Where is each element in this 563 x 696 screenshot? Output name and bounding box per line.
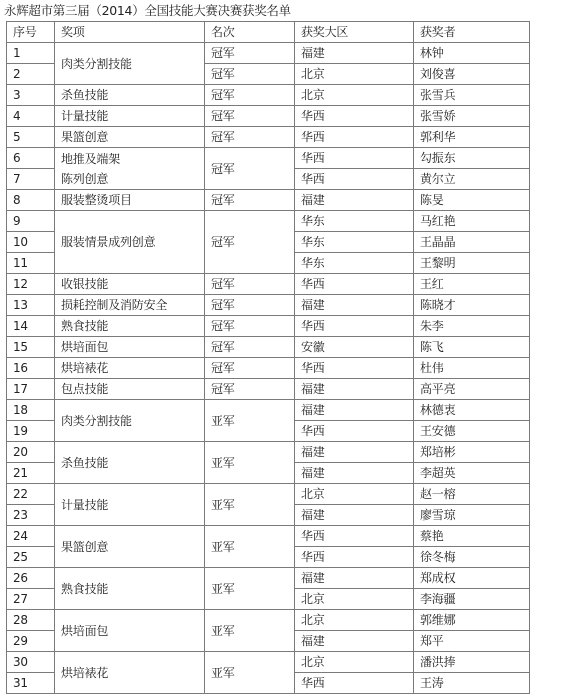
category-line: 烘培面包	[61, 623, 109, 638]
winner-cell: 黄尔立	[414, 169, 530, 190]
winner-cell: 林钟	[414, 43, 530, 64]
number-cell: 21	[7, 463, 55, 484]
number-cell: 4	[7, 106, 55, 127]
winner-cell: 赵一榕	[414, 484, 530, 505]
category-line: 肉类分割技能	[61, 56, 132, 71]
rank-cell: 亚军	[205, 526, 295, 568]
table-row	[7, 295, 530, 316]
number-cell: 14	[7, 316, 55, 337]
category-line: 杀鱼技能	[61, 455, 109, 470]
number-cell: 23	[7, 505, 55, 526]
number-cell: 5	[7, 127, 55, 148]
table-row	[7, 526, 530, 547]
rank-cell: 冠军	[205, 379, 295, 400]
rank-cell: 冠军	[205, 127, 295, 148]
number-cell: 7	[7, 169, 55, 190]
region-cell: 北京	[295, 64, 414, 85]
category-cell	[55, 652, 205, 694]
category-cell	[55, 484, 205, 526]
category-cell	[55, 568, 205, 610]
number-cell: 10	[7, 232, 55, 253]
table-row	[7, 610, 530, 631]
region-cell: 华西	[295, 673, 414, 694]
number-cell: 11	[7, 253, 55, 274]
region-cell: 华东	[295, 211, 414, 232]
category-line: 服装情景成列创意	[61, 235, 156, 249]
category-line: 烘培面包	[61, 340, 109, 354]
number-cell: 19	[7, 421, 55, 442]
table-row	[7, 400, 530, 421]
winner-cell: 郑平	[414, 631, 530, 652]
category-line: 服装整烫项目	[61, 193, 132, 207]
number-cell: 28	[7, 610, 55, 631]
header-cell-winner: 获奖者	[414, 22, 530, 43]
region-cell: 福建	[295, 400, 414, 421]
category-line: 果篮创意	[61, 130, 109, 144]
table-row	[7, 85, 530, 106]
winner-cell: 朱李	[414, 316, 530, 337]
number-cell: 2	[7, 64, 55, 85]
region-cell: 华西	[295, 316, 414, 337]
number-cell: 6	[7, 148, 55, 169]
rank-cell: 冠军	[205, 358, 295, 379]
category-cell	[55, 106, 205, 127]
winner-cell: 杜伟	[414, 358, 530, 379]
number-cell: 25	[7, 547, 55, 568]
category-cell	[55, 190, 205, 211]
winner-cell: 马红艳	[414, 211, 530, 232]
table-row	[7, 568, 530, 589]
region-cell: 北京	[295, 589, 414, 610]
region-cell: 福建	[295, 43, 414, 64]
header-cell-rank: 名次	[205, 22, 295, 43]
number-cell: 30	[7, 652, 55, 673]
region-cell: 福建	[295, 442, 414, 463]
region-cell: 福建	[295, 631, 414, 652]
category-line: 地推及端架	[61, 151, 121, 166]
number-cell: 13	[7, 295, 55, 316]
number-cell: 27	[7, 589, 55, 610]
category-line: 熟食技能	[61, 319, 109, 333]
winner-cell: 陈旻	[414, 190, 530, 211]
header-row	[7, 22, 530, 43]
winner-cell: 高平亮	[414, 379, 530, 400]
winner-cell: 郑成权	[414, 568, 530, 589]
category-line: 烘培裱花	[61, 665, 109, 680]
category-cell	[55, 316, 205, 337]
rank-cell: 冠军	[205, 190, 295, 211]
category-line: 杀鱼技能	[61, 88, 109, 102]
category-line: 果篮创意	[61, 539, 109, 554]
rank-cell: 冠军	[205, 316, 295, 337]
winner-cell: 郭利华	[414, 127, 530, 148]
table-row	[7, 652, 530, 673]
table-row	[7, 43, 530, 64]
region-cell: 华西	[295, 421, 414, 442]
table-row	[7, 190, 530, 211]
region-cell: 北京	[295, 484, 414, 505]
rank-cell: 亚军	[205, 442, 295, 484]
table-row	[7, 358, 530, 379]
header-cell-category: 奖项	[55, 22, 205, 43]
region-cell: 福建	[295, 568, 414, 589]
rank-cell: 亚军	[205, 484, 295, 526]
region-cell: 华西	[295, 127, 414, 148]
category-cell	[55, 337, 205, 358]
category-line: 熟食技能	[61, 581, 109, 596]
winner-cell: 张雪兵	[414, 85, 530, 106]
winner-cell: 王安德	[414, 421, 530, 442]
winner-cell: 陈飞	[414, 337, 530, 358]
number-cell: 24	[7, 526, 55, 547]
category-line: 计量技能	[61, 109, 109, 123]
region-cell: 华东	[295, 232, 414, 253]
region-cell: 福建	[295, 379, 414, 400]
rank-cell: 冠军	[205, 85, 295, 106]
award-table-body	[7, 22, 530, 694]
region-cell: 华西	[295, 274, 414, 295]
region-cell: 华西	[295, 547, 414, 568]
table-row	[7, 148, 530, 169]
header-cell-number: 序号	[7, 22, 55, 43]
winner-cell: 李海疆	[414, 589, 530, 610]
winner-cell: 林德衷	[414, 400, 530, 421]
region-cell: 北京	[295, 652, 414, 673]
number-cell: 22	[7, 484, 55, 505]
number-cell: 8	[7, 190, 55, 211]
rank-cell: 冠军	[205, 211, 295, 274]
number-cell: 1	[7, 43, 55, 64]
number-cell: 16	[7, 358, 55, 379]
winner-cell: 张雪娇	[414, 106, 530, 127]
rank-cell: 亚军	[205, 610, 295, 652]
category-line: 计量技能	[61, 497, 109, 512]
rank-cell: 冠军	[205, 106, 295, 127]
winner-cell: 王涛	[414, 673, 530, 694]
number-cell: 3	[7, 85, 55, 106]
table-row	[7, 274, 530, 295]
category-cell	[55, 148, 205, 190]
header-cell-region: 获奖大区	[295, 22, 414, 43]
page-title: 永辉超市第三届（2014）全国技能大赛决赛获奖名单	[4, 3, 291, 18]
winner-cell: 蔡艳	[414, 526, 530, 547]
category-cell	[55, 358, 205, 379]
category-line: 陈列创意	[61, 171, 109, 186]
region-cell: 华西	[295, 358, 414, 379]
category-line: 收银技能	[61, 277, 109, 291]
number-cell: 20	[7, 442, 55, 463]
rank-cell: 亚军	[205, 652, 295, 694]
number-cell: 31	[7, 673, 55, 694]
number-cell: 12	[7, 274, 55, 295]
region-cell: 华西	[295, 526, 414, 547]
category-cell	[55, 610, 205, 652]
region-cell: 福建	[295, 505, 414, 526]
category-cell	[55, 85, 205, 106]
rank-cell: 冠军	[205, 64, 295, 85]
category-cell	[55, 526, 205, 568]
category-cell	[55, 295, 205, 316]
number-cell: 17	[7, 379, 55, 400]
number-cell: 26	[7, 568, 55, 589]
winner-cell: 李超英	[414, 463, 530, 484]
winner-cell: 刘俊喜	[414, 64, 530, 85]
table-row	[7, 484, 530, 505]
rank-cell: 亚军	[205, 568, 295, 610]
region-cell: 华东	[295, 253, 414, 274]
winner-cell: 陈晓才	[414, 295, 530, 316]
award-table	[6, 21, 530, 694]
region-cell: 安徽	[295, 337, 414, 358]
winner-cell: 潘洪捧	[414, 652, 530, 673]
category-line: 包点技能	[61, 382, 109, 396]
category-cell	[55, 43, 205, 85]
region-cell: 北京	[295, 85, 414, 106]
table-row	[7, 316, 530, 337]
region-cell: 华西	[295, 106, 414, 127]
rank-cell: 冠军	[205, 274, 295, 295]
category-cell	[55, 211, 205, 274]
region-cell: 福建	[295, 295, 414, 316]
winner-cell: 徐冬梅	[414, 547, 530, 568]
table-row	[7, 442, 530, 463]
region-cell: 北京	[295, 610, 414, 631]
category-cell	[55, 379, 205, 400]
region-cell: 福建	[295, 190, 414, 211]
table-row	[7, 106, 530, 127]
category-cell	[55, 400, 205, 442]
winner-cell: 勾振东	[414, 148, 530, 169]
region-cell: 华西	[295, 148, 414, 169]
table-row	[7, 379, 530, 400]
category-cell	[55, 442, 205, 484]
winner-cell: 王黎明	[414, 253, 530, 274]
rank-cell: 冠军	[205, 295, 295, 316]
category-cell	[55, 274, 205, 295]
rank-cell: 冠军	[205, 337, 295, 358]
table-row	[7, 211, 530, 232]
number-cell: 29	[7, 631, 55, 652]
winner-cell: 郑培彬	[414, 442, 530, 463]
winner-cell: 王红	[414, 274, 530, 295]
category-line: 肉类分割技能	[61, 413, 132, 428]
rank-cell: 亚军	[205, 400, 295, 442]
winner-cell: 王晶晶	[414, 232, 530, 253]
region-cell: 福建	[295, 463, 414, 484]
table-row	[7, 337, 530, 358]
category-cell	[55, 127, 205, 148]
region-cell: 华西	[295, 169, 414, 190]
number-cell: 9	[7, 211, 55, 232]
category-line: 烘培裱花	[61, 361, 109, 375]
table-row	[7, 127, 530, 148]
winner-cell: 郭维娜	[414, 610, 530, 631]
winner-cell: 廖雪琼	[414, 505, 530, 526]
category-line: 损耗控制及消防安全	[61, 298, 168, 312]
number-cell: 15	[7, 337, 55, 358]
number-cell: 18	[7, 400, 55, 421]
rank-cell: 冠军	[205, 148, 295, 190]
rank-cell: 冠军	[205, 43, 295, 64]
